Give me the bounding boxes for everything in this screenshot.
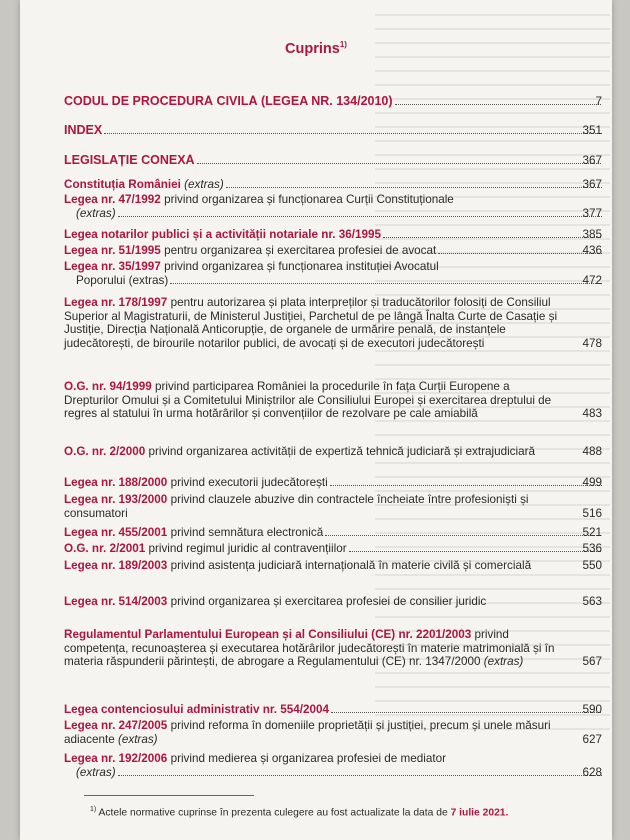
toc-entry-codul[interactable]	[64, 95, 602, 109]
toc-entry[interactable]	[64, 595, 602, 609]
toc-entry[interactable]	[64, 476, 602, 490]
title-footnote-mark: 1)	[339, 40, 347, 49]
toc-entry[interactable]	[64, 526, 602, 540]
toc-entry-text: privind competența, recunoașterea și executarea hotărârilor judecătorești în materie matrimonială și în materia răspunderii părintești, de abrogare a Regulamentului (CE) nr. 1347/2000	[64, 628, 555, 669]
toc-entry-title: Legea nr. 51/1995	[64, 244, 161, 257]
toc-entry-text: pentru organizarea și exercitarea profesiei de avocat	[164, 244, 437, 257]
toc-entry-title: Legea nr. 189/2003	[64, 559, 168, 572]
toc-entry-legislatie-conexa[interactable]	[64, 154, 602, 168]
toc-entry-title: O.G. nr. 2/2001	[64, 542, 146, 555]
toc-entry-title: Legea nr. 35/1997	[64, 260, 161, 273]
toc-entry-text: privind reforma în domeniile proprietății și justiției, precum și unele măsuri adiacente	[64, 719, 551, 746]
toc-entry[interactable]	[64, 719, 602, 746]
toc-entry-title: Legea nr. 47/1992	[64, 193, 161, 206]
page-title	[20, 40, 612, 57]
toc-entry-text: (extras)	[76, 206, 116, 220]
toc-entry[interactable]	[64, 296, 602, 350]
toc-page-number: 385	[582, 228, 602, 241]
toc-entry-title: Legea nr. 247/2005	[64, 719, 168, 732]
toc-entry[interactable]	[64, 559, 602, 573]
title-text: Cuprins	[285, 40, 340, 57]
toc-entry[interactable]	[64, 260, 602, 287]
toc-page-number: 351	[582, 124, 602, 137]
toc-entry[interactable]	[64, 703, 602, 717]
document-page	[20, 0, 612, 840]
toc-entry-text: privind asistența judiciară internațională în materie civilă și comercială	[170, 559, 532, 572]
toc-page-number: 521	[582, 526, 602, 539]
toc-entry-title: CODUL DE PROCEDURĂ CIVILĂ (LEGEA NR. 134/2010)	[64, 95, 393, 108]
toc-entry-title: Legea nr. 455/2001	[64, 526, 168, 539]
toc-page-number: 536	[582, 542, 602, 555]
toc-page-number: 472	[582, 273, 602, 287]
toc-entry-text: privind organizarea și funcționarea instituției Avocatul	[164, 260, 439, 273]
toc-page-number: 550	[582, 559, 602, 572]
toc-page-number: 483	[582, 407, 602, 421]
toc-entry-title: Legea notarilor publici și a activității notariale nr. 36/1995	[64, 228, 381, 241]
toc-page-number: 499	[582, 476, 602, 489]
footnote	[90, 806, 508, 818]
footnote-date: 7 iulie 2021.	[450, 807, 509, 819]
toc-page-number: 488	[582, 445, 602, 458]
toc-page-number: 377	[582, 206, 602, 220]
toc-page-number: 436	[582, 244, 602, 257]
toc-entry-text: privind semnătura electronică	[170, 526, 324, 539]
toc-entry[interactable]	[64, 752, 602, 779]
toc-page-number: 478	[582, 336, 602, 350]
toc-entry-text: (extras)	[76, 765, 116, 779]
toc-entry-text: (extras)	[184, 178, 224, 191]
toc-page-number: 367	[582, 154, 602, 167]
toc-entry[interactable]	[64, 628, 602, 669]
footnote-text: Actele normative cuprinse în prezenta culegere au fost actualizate la data de	[98, 807, 448, 819]
toc-entry-title: Legea contenciosului administrativ nr. 554/2004	[64, 703, 330, 716]
toc-entry[interactable]	[64, 445, 602, 459]
toc-page-number: 567	[582, 655, 602, 669]
toc-entry[interactable]	[64, 178, 602, 192]
toc-entry-text: (extras)	[117, 732, 158, 746]
toc-entry-text: Poporului (extras)	[76, 273, 169, 287]
toc-page-number: 516	[582, 506, 602, 520]
toc-entry-title: Legea nr. 514/2003	[64, 595, 168, 608]
toc-entry[interactable]	[64, 493, 602, 520]
toc-entry[interactable]	[64, 228, 602, 242]
toc-entry-text: privind medierea și organizarea profesiei de mediator	[170, 752, 447, 765]
toc-entry-title: O.G. nr. 94/1999	[64, 380, 152, 393]
toc-entry-text: privind executorii judecătorești	[170, 476, 328, 489]
footnote-mark: 1)	[90, 806, 97, 813]
toc-page-number: 628	[582, 765, 602, 779]
toc-page-number: 590	[582, 703, 602, 716]
toc-entry-title: Constituția României	[64, 178, 181, 191]
toc-entry-title: Legea nr. 178/1997	[64, 296, 168, 309]
toc-entry-title: INDEX	[64, 124, 103, 137]
footnote-divider	[84, 795, 254, 796]
toc-entry-text: privind participarea României la procedurile în fața Curții Europene a Drepturilor Omului și a Comitetului Miniștrilor ale Consiliului Europei și exercitarea dreptului de regres al statului în urma hotărârilor și convențiilor de rezolvare pe cale amiabilă	[64, 380, 552, 421]
toc-entry-text: pentru autorizarea și plata interpreților și traducătorilor folosiți de Consiliul Superior al Magistraturii, de Ministerul Justiției, Parchetul de pe lângă Înalta Curte de Casație și Justiție, Direcția Națională Anticorupție, de organele de urmărire penală, de instanțele judecătorești, de birourile notarilor publici, de avocați și de executori judecătorești	[64, 296, 558, 350]
toc-entry[interactable]	[64, 244, 602, 258]
toc-entry-text: privind organizarea activității de expertiză tehnică judiciară și extrajudiciară	[148, 445, 536, 458]
toc-entry-title: Legea nr. 188/2000	[64, 476, 168, 489]
toc-entry-title: O.G. nr. 2/2000	[64, 445, 146, 458]
toc-entry-title: Legea nr. 192/2006	[64, 752, 168, 765]
toc-entry-title: Legea nr. 193/2000	[64, 493, 168, 506]
toc-page-number: 563	[582, 595, 602, 608]
toc-entry-index[interactable]	[64, 124, 602, 138]
show-through-text	[375, 14, 610, 734]
toc-entry[interactable]	[64, 380, 602, 421]
toc-page-number: 367	[582, 178, 602, 191]
toc-page-number: 7	[595, 95, 602, 108]
toc-entry-text: privind organizarea și exercitarea profesiei de consilier juridic	[170, 595, 487, 608]
toc-entry[interactable]	[64, 542, 602, 556]
toc-entry-title: Regulamentul Parlamentului European și al Consiliului (CE) nr. 2201/2003	[64, 628, 472, 641]
toc-entry-text: privind organizarea și funcționarea Curții Constituționale	[164, 193, 454, 206]
toc-entry[interactable]	[64, 193, 602, 220]
toc-page-number: 627	[582, 732, 602, 746]
toc-entry-text: (extras)	[483, 655, 524, 669]
toc-entry-text: privind regimul juridic al contravențiilor	[148, 542, 347, 555]
toc-entry-text: privind clauzele abuzive din contractele încheiate între profesioniști și consumatori	[64, 493, 529, 520]
toc-entry-title: LEGISLAȚIE CONEXĂ	[64, 154, 195, 167]
